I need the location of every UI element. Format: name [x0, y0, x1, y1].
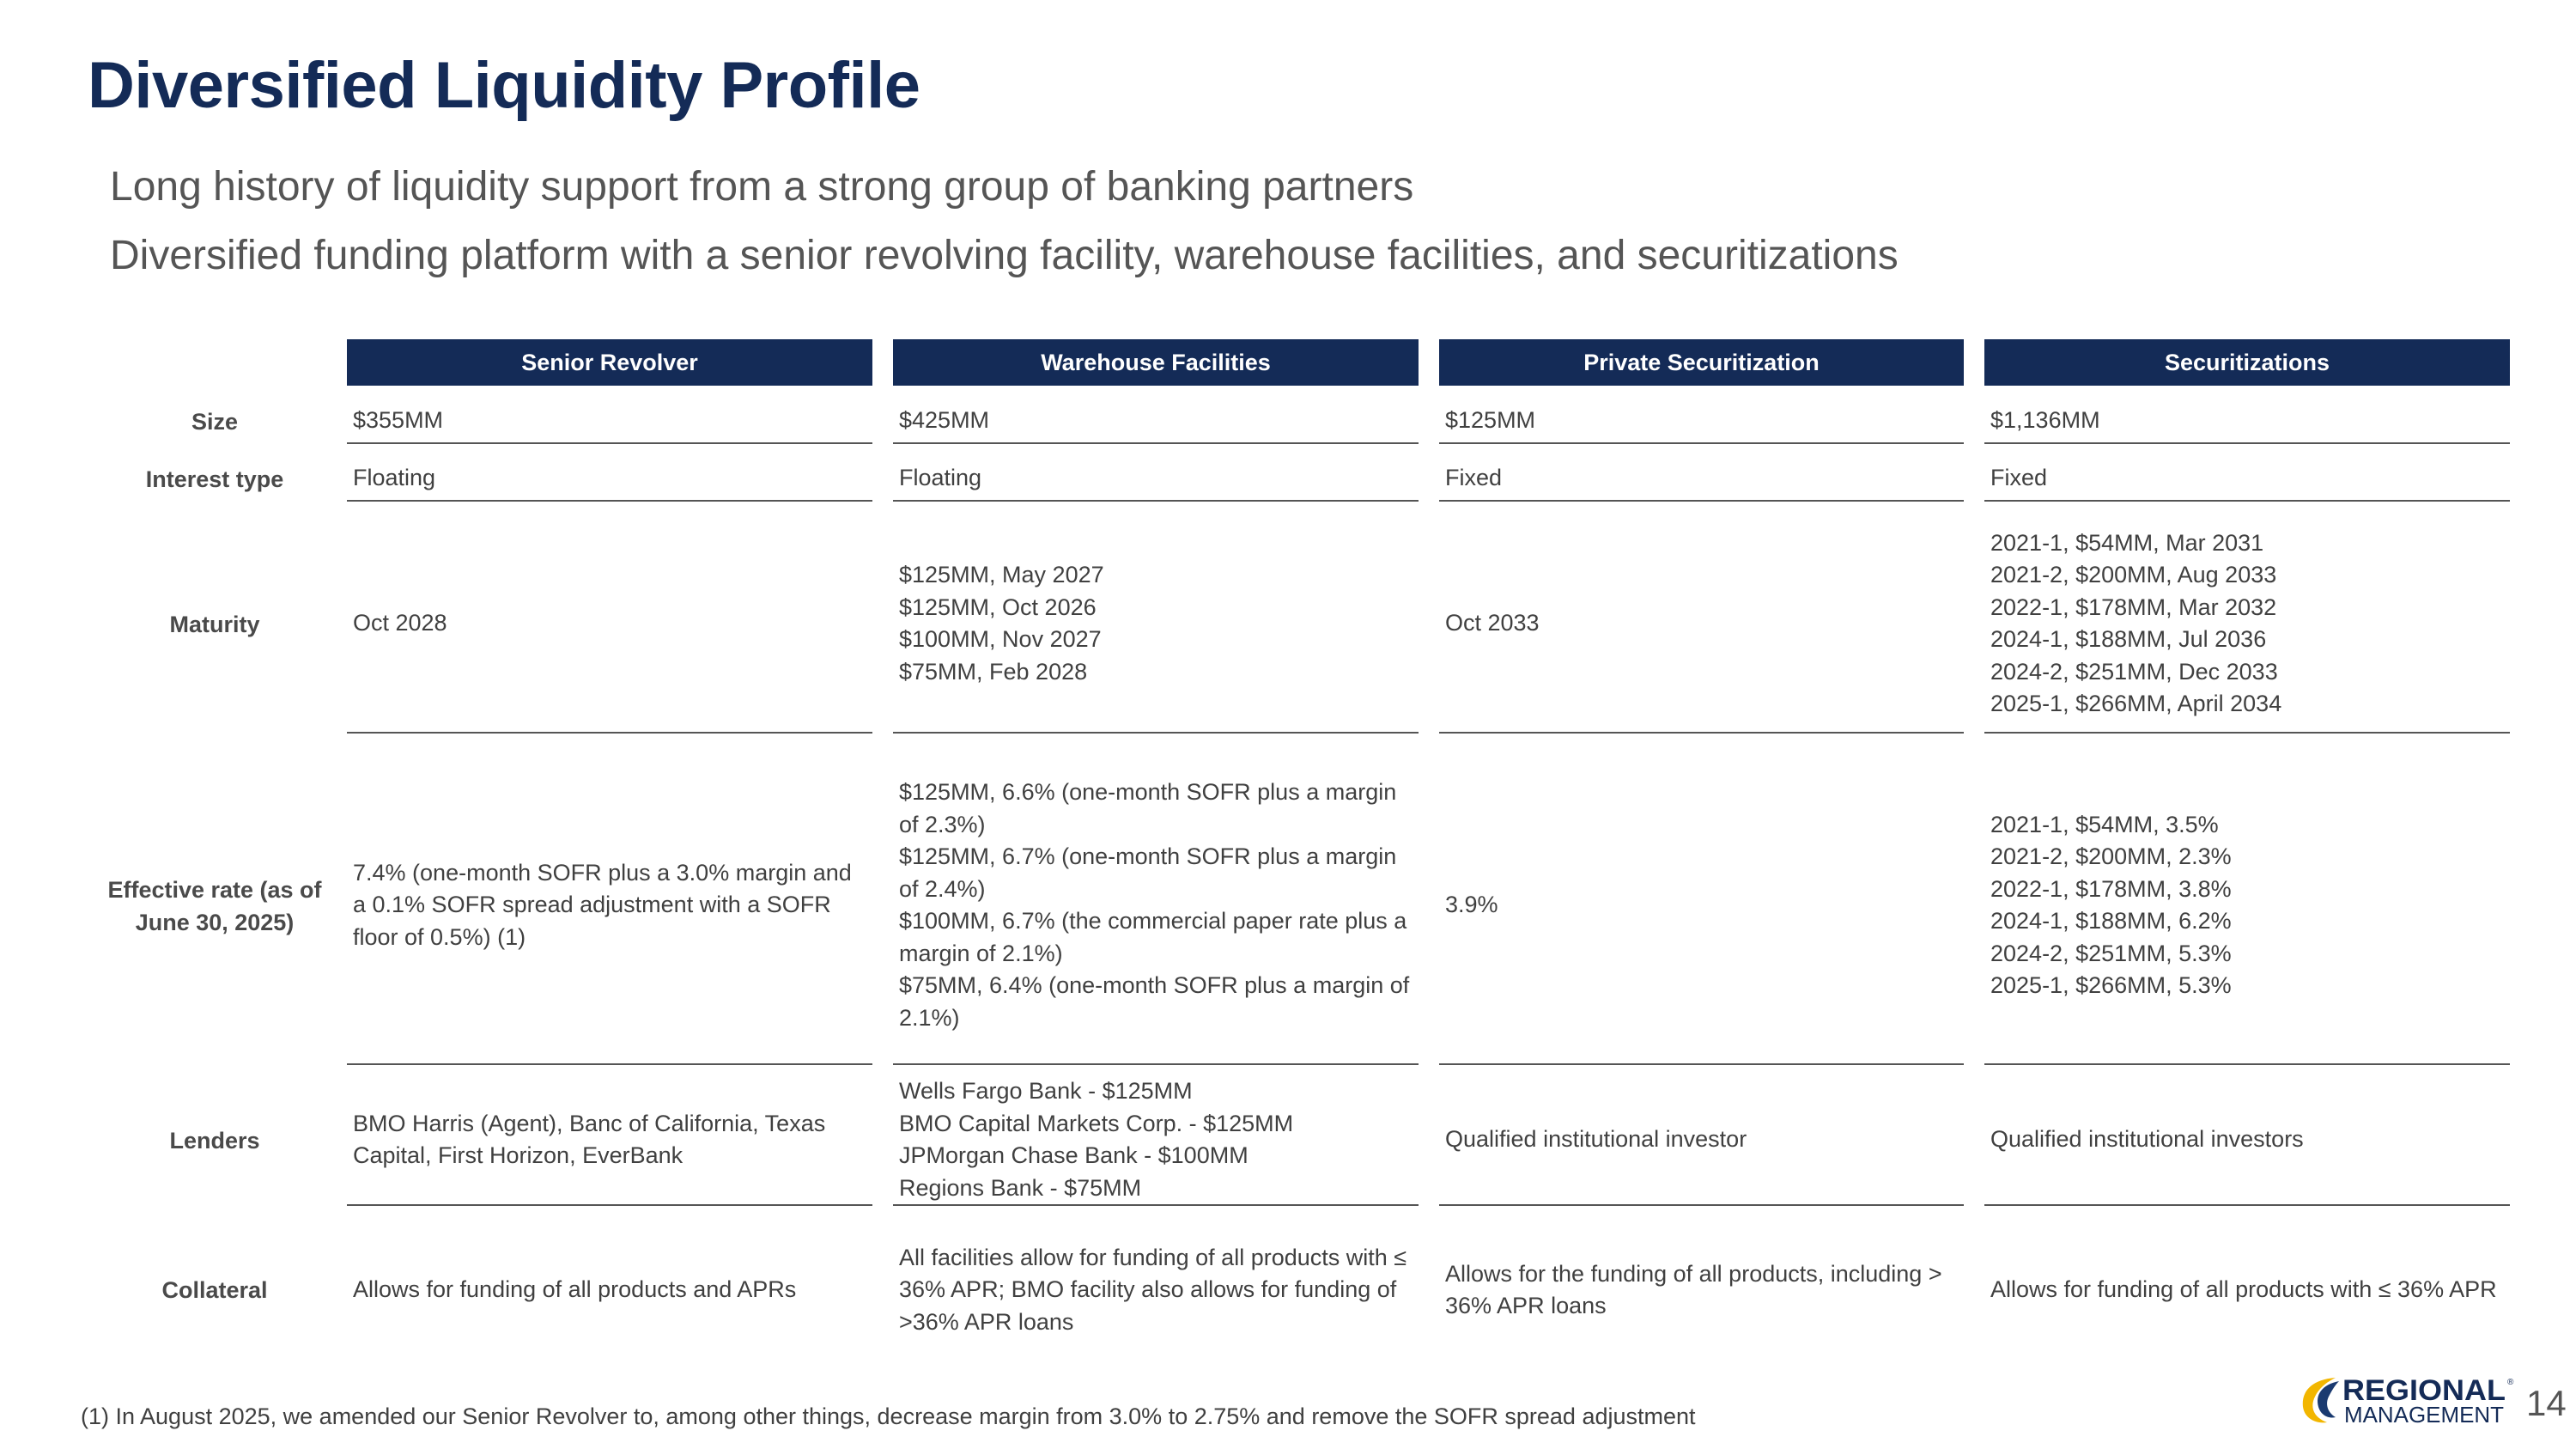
- table-cell: 2021-1, $54MM, Mar 2031 2021-2, $200MM, Aug 2033 2022-1, $178MM, Mar 2032 2024-1, $188MM, Jul 2036 2024-2, $251MM, Dec 2033 2025-1, $266MM, April 2034: [1984, 515, 2510, 734]
- logo-text-line2: MANAGEMENT: [2344, 1402, 2505, 1428]
- table-cell: $425MM: [893, 399, 1419, 444]
- column-header-securitizations: Securitizations: [1984, 339, 2510, 386]
- table-cell: Oct 2033: [1439, 515, 1964, 734]
- table-cell: $125MM, 6.6% (one-month SOFR plus a margin of 2.3%) $125MM, 6.7% (one-month SOFR plus a margin of 2.4%) $100MM, 6.7% (the commercial paper rate plus a margin of 2.1%) $75MM, 6.4% (one-month SOFR plus a margin of 2.1%): [893, 747, 1419, 1065]
- table-cell: 3.9%: [1439, 747, 1964, 1065]
- subtitle-banking-partners: Long history of liquidity support from a strong group of banking partners: [110, 164, 1414, 210]
- table-cell: All facilities allow for funding of all products with ≤ 36% APR; BMO facility also allows for funding of >36% APR loans: [899, 1244, 1407, 1335]
- row-label-lenders: Lenders: [169, 1128, 260, 1154]
- row-label-effective-rate: Effective rate (as of June 30, 2025): [107, 877, 322, 935]
- table-cell: $125MM, May 2027 $125MM, Oct 2026 $100MM, Nov 2027 $75MM, Feb 2028: [893, 515, 1419, 734]
- row-label-collateral: Collateral: [161, 1277, 268, 1303]
- table-cell: Floating: [893, 457, 1419, 502]
- logo-text-line1: REGIONAL: [2342, 1374, 2506, 1407]
- table-cell: Allows for funding of all products with ≤ 36% APR: [1990, 1276, 2497, 1303]
- column-header-senior-revolver: Senior Revolver: [347, 339, 872, 386]
- table-cell: Qualified institutional investors: [1984, 1075, 2510, 1206]
- table-cell: Oct 2028: [347, 515, 872, 734]
- table-cell: $1,136MM: [1984, 399, 2510, 444]
- row-label-interest-type: Interest type: [145, 466, 284, 492]
- table-cell: $355MM: [347, 399, 872, 444]
- table-cell: Allows for funding of all products and APRs: [353, 1276, 797, 1303]
- table-cell: Fixed: [1984, 457, 2510, 502]
- page-number: 14: [2526, 1383, 2567, 1423]
- row-label-size: Size: [191, 409, 239, 435]
- table-cell: Qualified institutional investor: [1439, 1075, 1964, 1206]
- table-cell: 2021-1, $54MM, 3.5% 2021-2, $200MM, 2.3% 2022-1, $178MM, 3.8% 2024-1, $188MM, 6.2% 2024-2, $251MM, 5.3% 2025-1, $266MM, 5.3%: [1984, 747, 2510, 1065]
- column-header-private-securitization: Private Securitization: [1439, 339, 1964, 386]
- row-label-maturity: Maturity: [169, 612, 260, 637]
- logo-registered-mark: ®: [2507, 1378, 2514, 1387]
- table-cell: Allows for the funding of all products, including > 36% APR loans: [1445, 1260, 1942, 1318]
- table-cell: 7.4% (one-month SOFR plus a 3.0% margin and a 0.1% SOFR spread adjustment with a SOFR floor of 0.5%) (1): [347, 747, 872, 1065]
- column-header-warehouse-facilities: Warehouse Facilities: [893, 339, 1419, 386]
- table-cell: Wells Fargo Bank - $125MM BMO Capital Markets Corp. - $125MM JPMorgan Chase Bank - $100MM Regions Bank - $75MM: [893, 1075, 1419, 1206]
- regional-management-logo: [2301, 1373, 2516, 1428]
- footnote: (1) In August 2025, we amended our Senior Revolver to, among other things, decrease margin from 3.0% to 2.75% and remove the SOFR spread adjustment: [81, 1403, 1696, 1429]
- table-cell: Fixed: [1439, 457, 1964, 502]
- table-cell: $125MM: [1439, 399, 1964, 444]
- table-cell: Floating: [347, 457, 872, 502]
- page-title: Diversified Liquidity Profile: [88, 49, 920, 122]
- table-cell: BMO Harris (Agent), Banc of California, Texas Capital, First Horizon, EverBank: [347, 1075, 872, 1206]
- subtitle-funding-platform: Diversified funding platform with a senior revolving facility, warehouse facilities, and securitizations: [110, 233, 1899, 278]
